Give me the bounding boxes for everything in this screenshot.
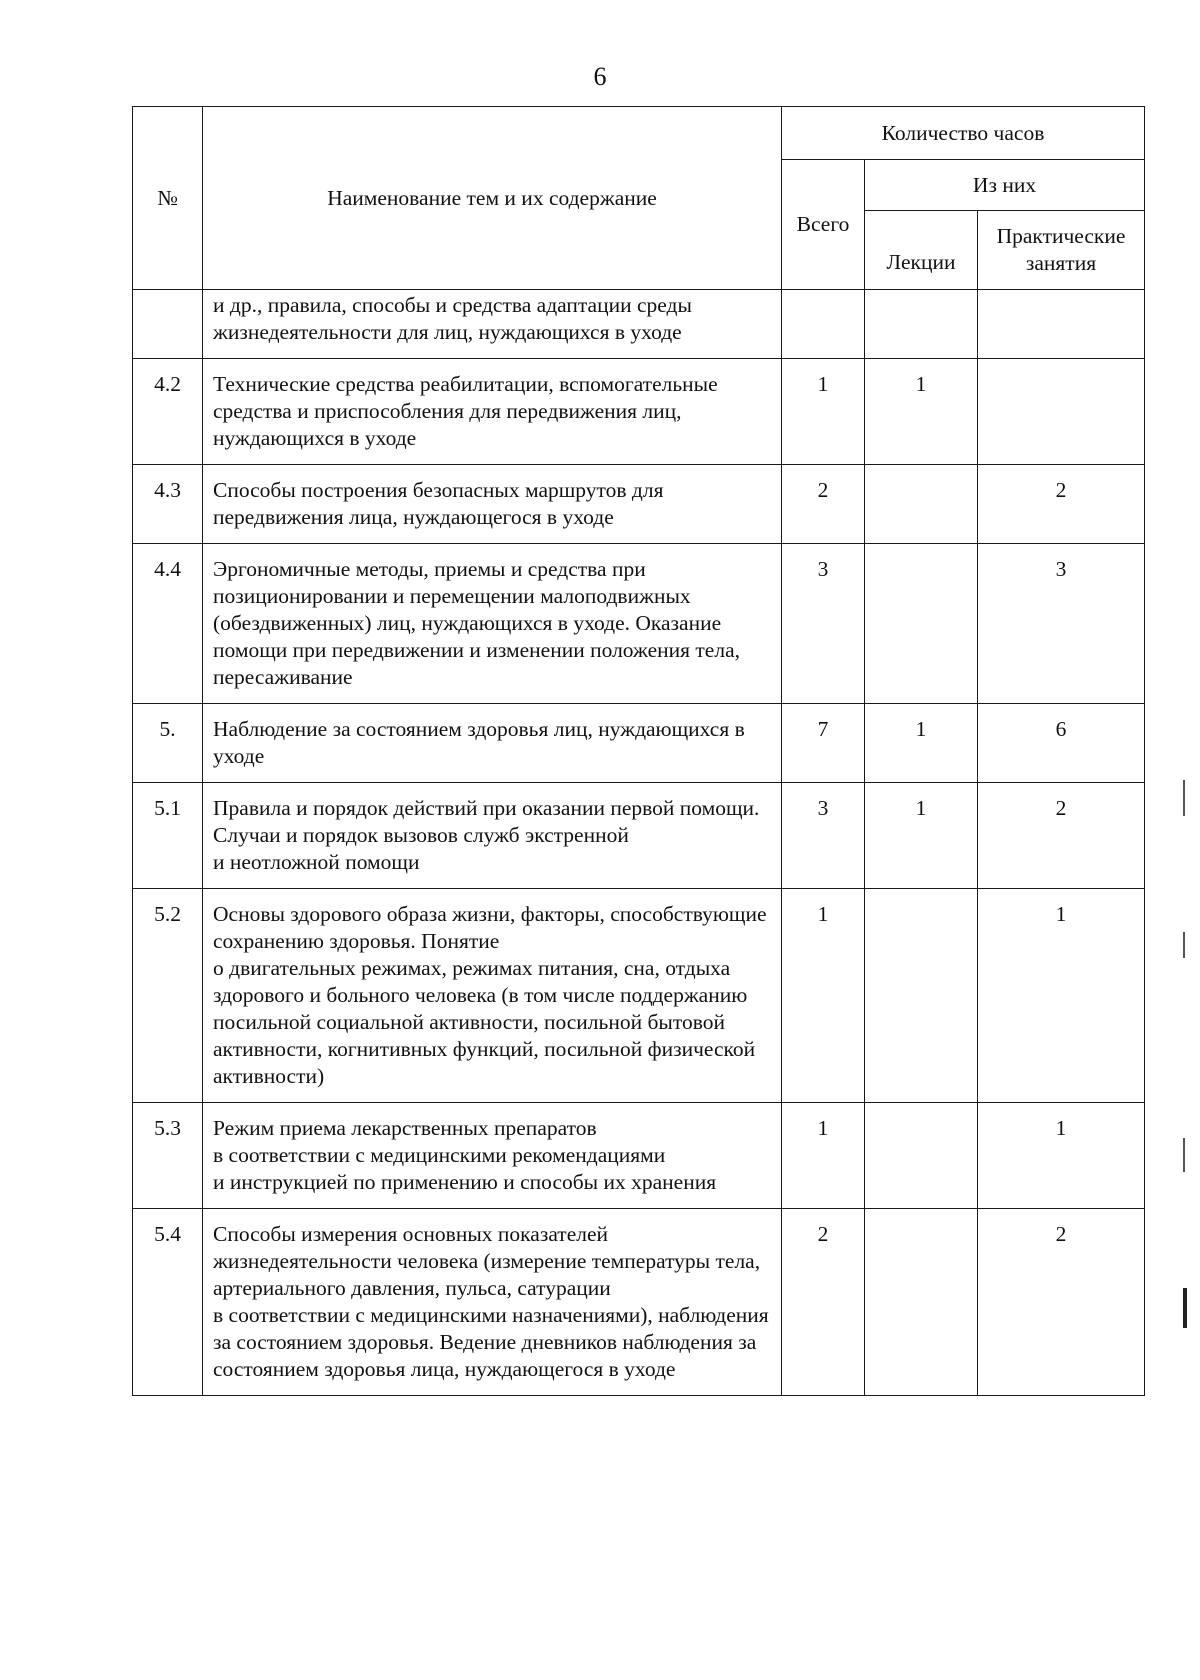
table-row xyxy=(133,1103,1145,1209)
header-lectures: Лекции xyxy=(865,211,978,290)
scan-edge-mark xyxy=(1183,932,1185,958)
table-row xyxy=(133,1209,1145,1396)
row-number: 5.1 xyxy=(133,783,203,889)
row-practical-hours xyxy=(978,290,1145,359)
row-lecture-hours xyxy=(865,1103,978,1209)
row-practical-hours: 2 xyxy=(978,1209,1145,1396)
row-practical-hours: 6 xyxy=(978,704,1145,783)
table-row xyxy=(133,704,1145,783)
row-lecture-hours: 1 xyxy=(865,783,978,889)
row-total-hours: 3 xyxy=(782,783,865,889)
row-lecture-hours xyxy=(865,290,978,359)
table-header xyxy=(133,107,1145,290)
table-body xyxy=(133,290,1145,1396)
header-topic: Наименование тем и их содержание xyxy=(203,107,782,290)
row-practical-hours: 2 xyxy=(978,465,1145,544)
header-of-them: Из них xyxy=(865,160,1145,211)
header-practical: Практические занятия xyxy=(978,211,1145,290)
row-topic: Способы построения безопасных маршрутов для передвижения лица, нуждающегося в уходе xyxy=(203,465,782,544)
row-topic: и др., правила, способы и средства адаптации среды жизнедеятельности для лиц, нуждающихся в уходе xyxy=(203,290,782,359)
row-lecture-hours: 1 xyxy=(865,704,978,783)
table-row xyxy=(133,359,1145,465)
row-topic: Способы измерения основных показателей жизнедеятельности человека (измерение температуры тела, артериального давления, пульса, сатурации в соответствии с медицинскими назначениями), наблюдения за состоянием здоровья. Ведение дневников наблюдения за состоянием здоровья лица, нуждающегося в уходе xyxy=(203,1209,782,1396)
row-practical-hours: 1 xyxy=(978,1103,1145,1209)
page-number: 6 xyxy=(593,62,607,91)
row-lecture-hours xyxy=(865,465,978,544)
header-total: Всего xyxy=(782,160,865,290)
row-number: 4.4 xyxy=(133,544,203,704)
table-row xyxy=(133,544,1145,704)
scan-edge-mark xyxy=(1183,1288,1187,1328)
row-practical-hours: 2 xyxy=(978,783,1145,889)
row-total-hours: 7 xyxy=(782,704,865,783)
row-lecture-hours: 1 xyxy=(865,359,978,465)
row-practical-hours xyxy=(978,359,1145,465)
table-row xyxy=(133,783,1145,889)
row-topic: Режим приема лекарственных препаратов в соответствии с медицинскими рекомендациями и инструкцией по применению и способы их хранения xyxy=(203,1103,782,1209)
row-number: 4.2 xyxy=(133,359,203,465)
row-total-hours: 1 xyxy=(782,889,865,1103)
row-topic: Технические средства реабилитации, вспомогательные средства и приспособления для передвижения лиц, нуждающихся в уходе xyxy=(203,359,782,465)
table-row xyxy=(133,465,1145,544)
row-lecture-hours xyxy=(865,1209,978,1396)
row-topic: Основы здорового образа жизни, факторы, способствующие сохранению здоровья. Понятие о двигательных режимах, режимах питания, сна, отдыха здорового и больного человека (в том числе поддержанию посильной социальной активности, посильной бытовой активности, когнитивных функций, посильной физической активности) xyxy=(203,889,782,1103)
row-topic: Эргономичные методы, приемы и средства при позиционировании и перемещении малоподвижных (обездвиженных) лиц, нуждающихся в уходе. Оказание помощи при передвижении и изменении положения тела, пересаживание xyxy=(203,544,782,704)
row-lecture-hours xyxy=(865,544,978,704)
row-number xyxy=(133,290,203,359)
row-number: 5. xyxy=(133,704,203,783)
row-practical-hours: 1 xyxy=(978,889,1145,1103)
header-number: № xyxy=(133,107,203,290)
table-row xyxy=(133,889,1145,1103)
row-number: 4.3 xyxy=(133,465,203,544)
row-topic: Правила и порядок действий при оказании первой помощи. Случаи и порядок вызовов служб экстренной и неотложной помощи xyxy=(203,783,782,889)
row-lecture-hours xyxy=(865,889,978,1103)
row-total-hours: 2 xyxy=(782,1209,865,1396)
row-total-hours: 1 xyxy=(782,359,865,465)
scan-edge-mark xyxy=(1183,1138,1185,1172)
row-number: 5.2 xyxy=(133,889,203,1103)
row-practical-hours: 3 xyxy=(978,544,1145,704)
table-row xyxy=(133,290,1145,359)
row-number: 5.3 xyxy=(133,1103,203,1209)
row-number: 5.4 xyxy=(133,1209,203,1396)
scan-edge-mark xyxy=(1183,780,1185,816)
header-hours: Количество часов xyxy=(782,107,1145,160)
row-topic: Наблюдение за состоянием здоровья лиц, нуждающихся в уходе xyxy=(203,704,782,783)
row-total-hours: 1 xyxy=(782,1103,865,1209)
row-total-hours: 2 xyxy=(782,465,865,544)
row-total-hours xyxy=(782,290,865,359)
curriculum-table xyxy=(132,106,1145,1396)
row-total-hours: 3 xyxy=(782,544,865,704)
